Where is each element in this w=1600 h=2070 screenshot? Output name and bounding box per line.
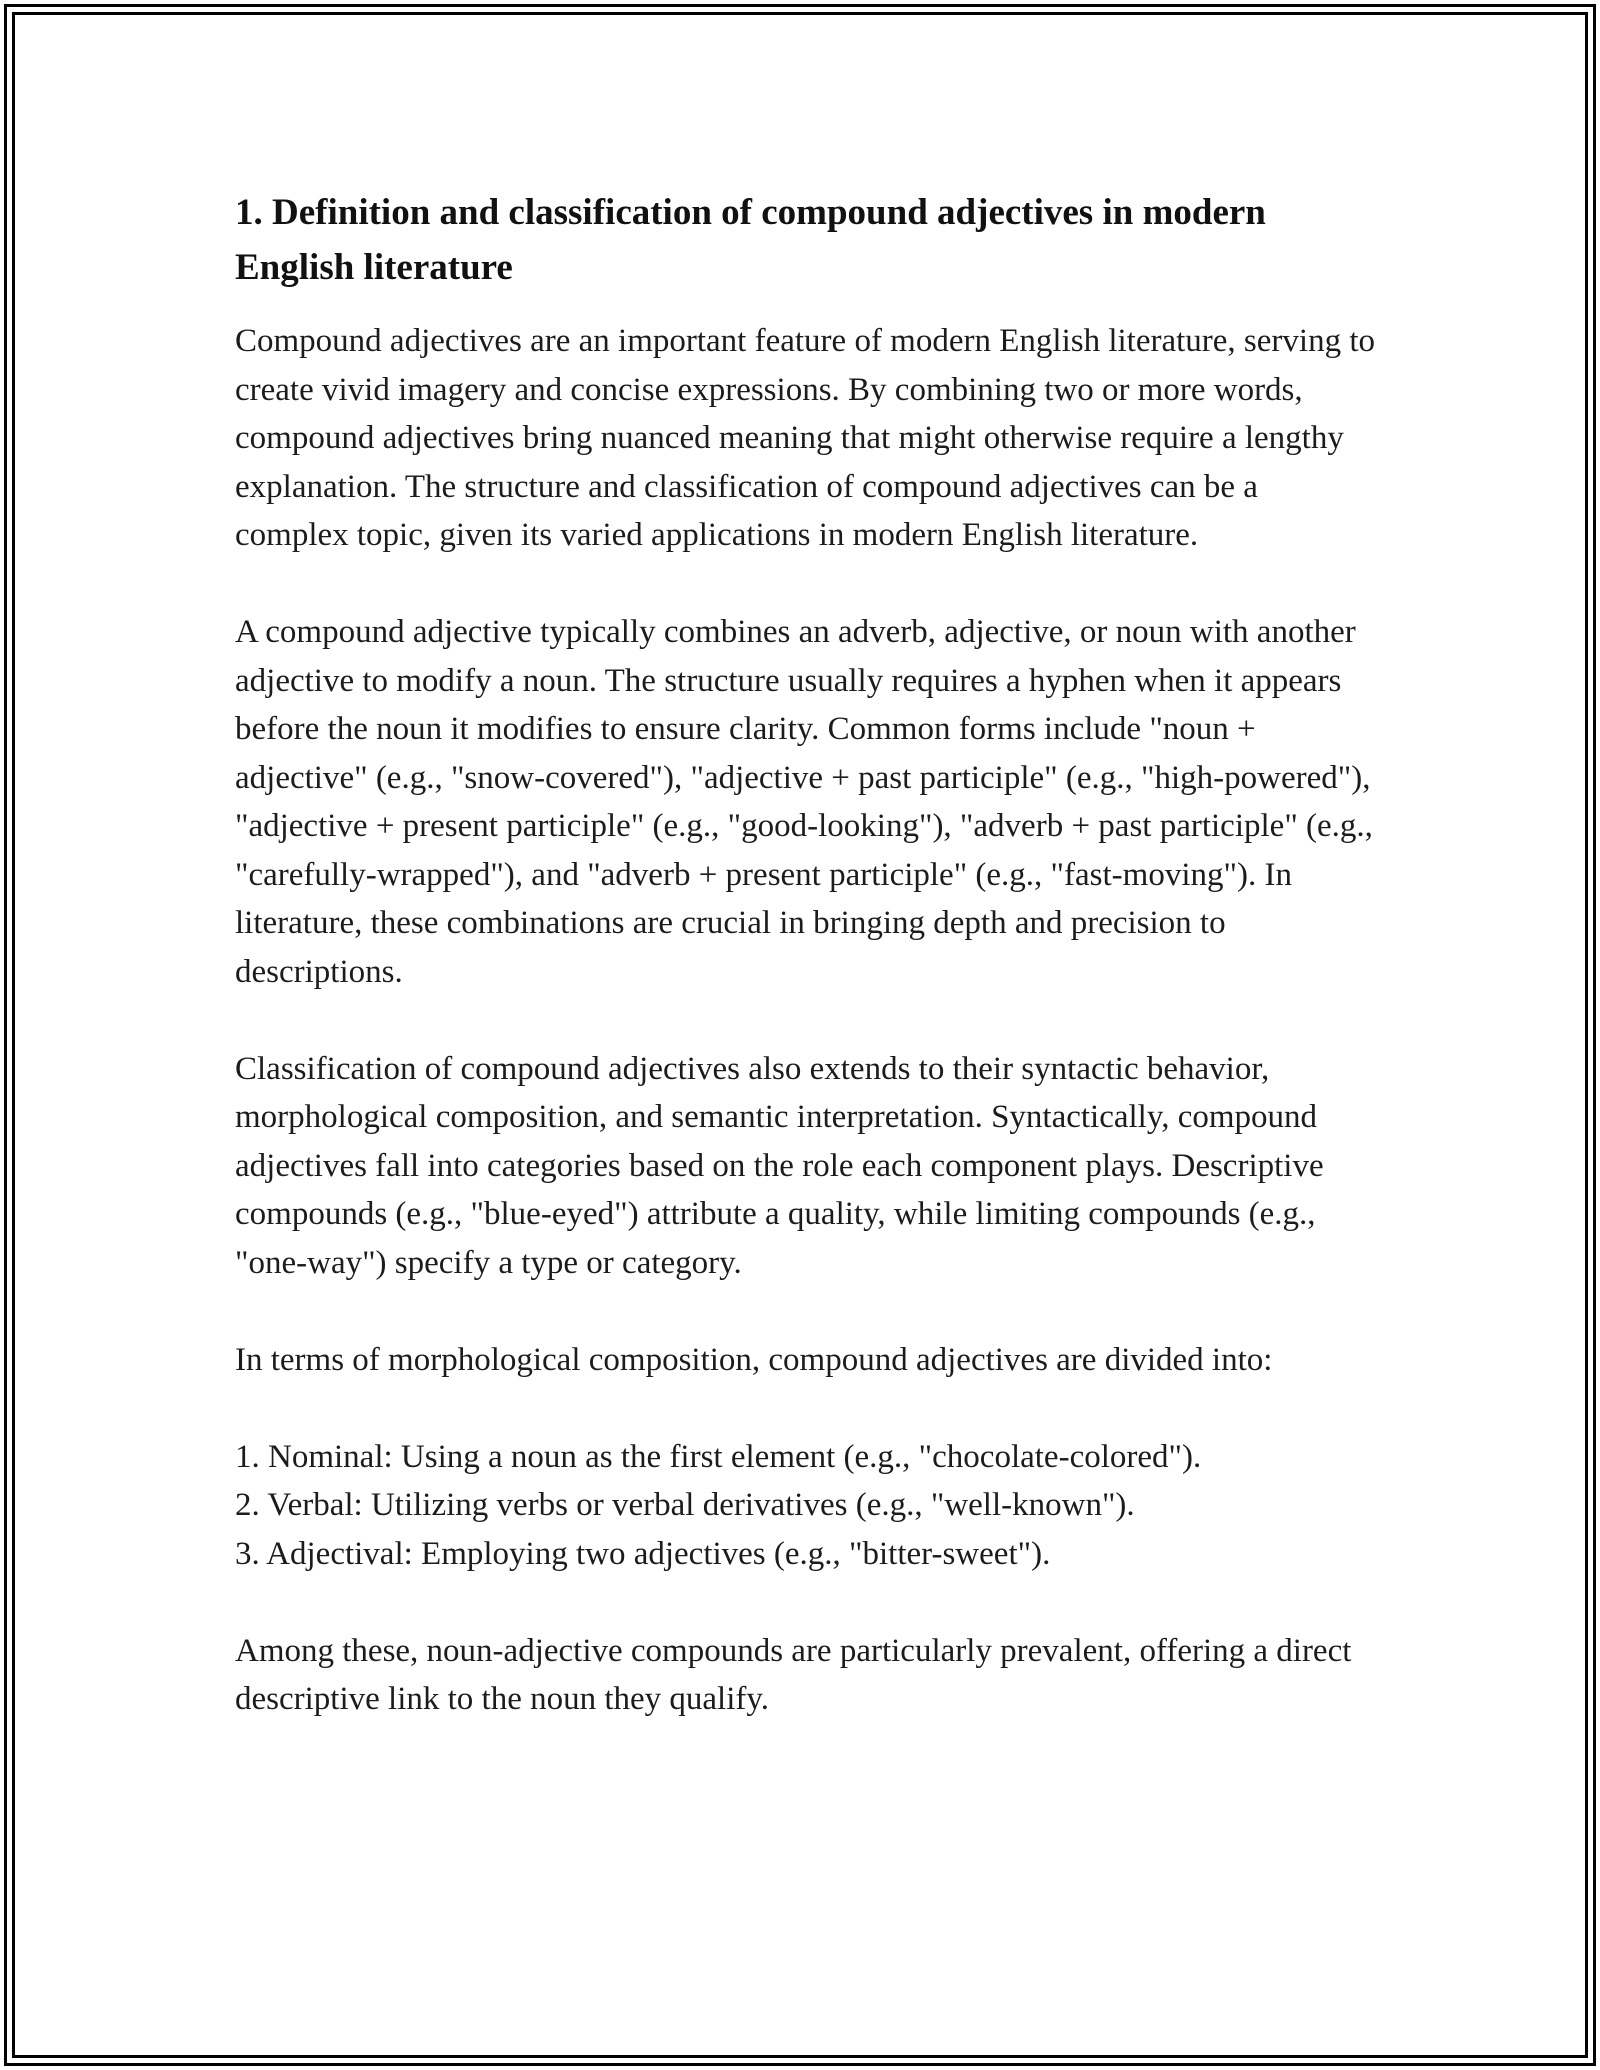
list-item: 3. Adjectival: Employing two adjectives (e.g., "bitter-sweet").: [235, 1535, 1051, 1572]
list-item: 2. Verbal: Utilizing verbs or verbal derivatives (e.g., "well-known").: [235, 1487, 1135, 1523]
list-item: 1. Nominal: Using a noun as the first element (e.g., "chocolate-colored").: [235, 1438, 1202, 1475]
paragraph-closing: Among these, noun-adjective compounds are particularly prevalent, offering a direct descriptive link to the noun they qualify.: [235, 1632, 1352, 1717]
paragraph-classification: Classification of compound adjectives also extends to their syntactic behavior, morphological composition, and semantic interpretation. Syntactically, compound adjectives fall into categories based on the role each component plays. Descriptive compounds (e.g., "blue-eyed") attribute a quality, while limiting compounds (e.g., "one-way") specify a type or category.: [235, 1050, 1324, 1281]
section-heading: 1. Definition and classification of compound adjectives in modern English literature: [235, 192, 1266, 288]
paragraph-structure: A compound adjective typically combines an adverb, adjective, or noun with another adjective to modify a noun. The structure usually requires a hyphen when it appears before the noun it modifies to ensure clarity. Common forms include "noun + adjective" (e.g., "snow-covered"), "adjective + past participle" (e.g., "high-powered"), "adjective + present participle" (e.g., "good-looking"), "adverb + past participle" (e.g., "carefully-wrapped"), and "adverb + present participle" (e.g., "fast-moving"). In literature, these combinations are crucial in bringing depth and precision to descriptions.: [235, 614, 1373, 990]
document-body: [235, 185, 1375, 1772]
paragraph-intro: Compound adjectives are an important feature of modern English literature, serving to create vivid imagery and concise expressions. By combining two or more words, compound adjectives bring nuanced meaning that might otherwise require a lengthy explanation. The structure and classification of compound adjectives can be a complex topic, given its varied applications in modern English literature.: [235, 323, 1375, 553]
morphology-list: [235, 1433, 1375, 1579]
paragraph-morphology-intro: In terms of morphological composition, compound adjectives are divided into:: [235, 1341, 1273, 1378]
